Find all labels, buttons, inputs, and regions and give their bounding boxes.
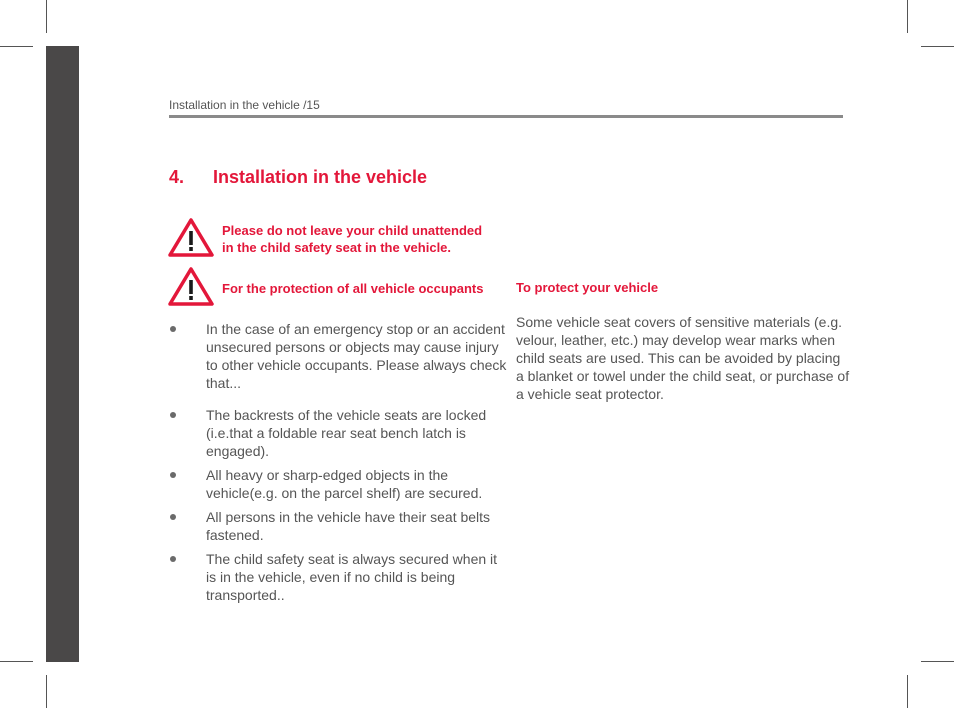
protect-vehicle-paragraph: Some vehicle seat covers of sensitive materials (e.g. velour, leather, etc.) may develop wear marks when child seats are used. This can be avoided by placing a blanket or towel under the child seat, or purchase of a vehicle seat protector.: [516, 314, 850, 402]
warning-icon: [168, 217, 214, 257]
bullet-icon: [170, 514, 176, 520]
warning-unattended-line2: in the child safety seat in the vehicle.: [222, 240, 452, 255]
crop-mark: [921, 661, 954, 662]
bullet-icon: [170, 556, 176, 562]
crop-mark: [46, 0, 47, 33]
warning-icon: [168, 266, 214, 306]
running-header: Installation in the vehicle /15: [169, 98, 320, 112]
crop-mark: [907, 675, 908, 708]
list-item-text: All heavy or sharp-edged objects in the vehicle(e.g. on the parcel shelf) are secured.: [206, 467, 483, 501]
crop-mark: [907, 0, 908, 33]
crop-mark: [0, 46, 33, 47]
section-heading: Installation in the vehicle: [213, 167, 428, 187]
list-item: [169, 320, 509, 392]
crop-mark: [0, 661, 33, 662]
warning-unattended-line1: Please do not leave your child unattended: [222, 223, 483, 238]
crop-mark: [921, 46, 954, 47]
occupant-checklist: [169, 320, 509, 604]
header-rule: [169, 115, 843, 118]
protect-vehicle-heading: To protect your vehicle: [516, 280, 659, 295]
warning-unattended: [222, 222, 482, 256]
warning-occupants: For the protection of all vehicle occupants: [222, 281, 484, 296]
bullet-icon: [170, 326, 176, 332]
section-number: 4.: [169, 167, 185, 187]
crop-mark: [46, 675, 47, 708]
list-item: [169, 466, 509, 502]
page-sidebar-bar: [46, 46, 79, 662]
list-item-text: In the case of an emergency stop or an accident unsecured persons or objects may cause injury to other vehicle occupants. Please always check that...: [206, 321, 507, 391]
bullet-icon: [170, 472, 176, 478]
list-item-text: The child safety seat is always secured when it is in the vehicle, even if no child is being transported..: [206, 551, 498, 603]
bullet-icon: [170, 412, 176, 418]
list-item: [169, 406, 509, 460]
list-item: [169, 508, 509, 544]
list-item: [169, 550, 509, 604]
list-item-text: All persons in the vehicle have their seat belts fastened.: [206, 509, 491, 543]
list-item-text: The backrests of the vehicle seats are locked (i.e.that a foldable rear seat bench latch is engaged).: [206, 407, 487, 459]
